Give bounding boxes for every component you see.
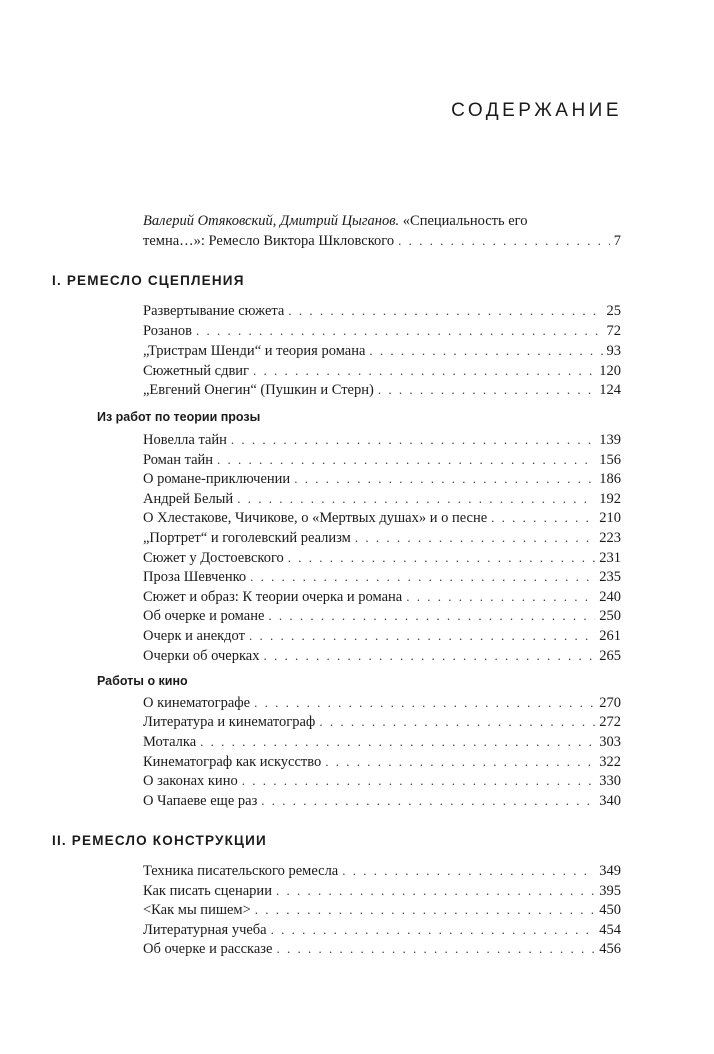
intro-authors: Валерий Отяковский, Дмитрий Цыганов.: [143, 213, 400, 229]
leader-dots: [491, 508, 595, 528]
entry-title: Кинематограф как искусство: [143, 754, 322, 770]
entry-page: 124: [599, 382, 621, 398]
leader-dots: [231, 430, 595, 450]
toc-row: [143, 508, 621, 528]
toc-row: [143, 567, 621, 587]
leader-dots: [378, 380, 595, 400]
entry-title: О Хлестакове, Чичикове, о «Мертвых душах» и о песне: [143, 510, 488, 526]
entry-title: Новелла тайн: [143, 432, 227, 448]
toc-row: [143, 771, 621, 791]
entry-page: 120: [599, 363, 621, 379]
intro-title-start: «Специальность его: [399, 213, 528, 229]
toc-row: [143, 606, 621, 626]
toc-row: [143, 430, 621, 450]
entry-page: 240: [599, 589, 621, 605]
entry-page: 156: [599, 452, 621, 468]
leader-dots: [242, 771, 596, 791]
leader-dots: [276, 939, 595, 959]
intro-page: 7: [613, 233, 621, 249]
intro-entry: [143, 211, 621, 231]
entry-title: Как писать сценарии: [143, 883, 272, 899]
leader-dots: [250, 567, 595, 587]
entry-title: Техника писательского ремесла: [143, 863, 339, 879]
leader-dots: [253, 361, 595, 381]
entry-title: О кинематографе: [143, 695, 251, 711]
intro-title-end: темна…»: Ремесло Виктора Шкловского: [143, 233, 395, 249]
leader-dots: [255, 900, 595, 920]
entry-page: 456: [599, 941, 621, 957]
leader-dots: [294, 469, 595, 489]
leader-dots: [406, 587, 595, 607]
leader-dots: [276, 881, 595, 901]
toc-row: [143, 861, 621, 881]
toc-row: [143, 881, 621, 901]
toc-row: [143, 900, 621, 920]
intro-line-1: [143, 211, 621, 231]
leader-dots: [237, 489, 595, 509]
toc-row: [143, 380, 621, 400]
intro-row: [143, 231, 621, 251]
leader-dots: [355, 528, 595, 548]
page-title: СОДЕРЖАНИЕ: [451, 100, 622, 121]
leader-dots: [319, 712, 595, 732]
leader-dots: [196, 321, 603, 341]
leader-dots: [398, 231, 610, 251]
entry-title: „Тристрам Шенди“ и теория романа: [143, 343, 366, 359]
entry-title: „Портрет“ и гоголевский реализм: [143, 530, 351, 546]
entry-page: 72: [606, 323, 621, 339]
entry-title: Литературная учеба: [143, 922, 267, 938]
entry-title: Литература и кинематограф: [143, 714, 316, 730]
leader-dots: [369, 341, 602, 361]
leader-dots: [288, 301, 602, 321]
leader-dots: [217, 450, 595, 470]
toc-row: [143, 791, 621, 811]
entry-page: 192: [599, 491, 621, 507]
leader-dots: [342, 861, 595, 881]
entry-page: 250: [599, 608, 621, 624]
entry-title: Моталка: [143, 734, 197, 750]
entry-title: Очерки об очерках: [143, 648, 260, 664]
entry-title: Сюжетный сдвиг: [143, 363, 249, 379]
entry-title: Проза Шевченко: [143, 569, 247, 585]
entry-title: О романе-приключении: [143, 471, 291, 487]
toc-row: [143, 301, 621, 321]
entry-title: Об очерке и рассказе: [143, 941, 273, 957]
entry-title: Сюжет и образ: К теории очерка и романа: [143, 589, 403, 605]
toc-row: [143, 752, 621, 772]
entry-page: 261: [599, 628, 621, 644]
entry-page: 139: [599, 432, 621, 448]
entry-title: „Евгений Онегин“ (Пушкин и Стерн): [143, 382, 374, 398]
entry-page: 186: [599, 471, 621, 487]
toc-row: [143, 939, 621, 959]
entry-page: 340: [599, 793, 621, 809]
entry-page: 322: [599, 754, 621, 770]
toc-row: [143, 587, 621, 607]
entry-title: Очерк и анекдот: [143, 628, 245, 644]
leader-dots: [200, 732, 595, 752]
leader-dots: [268, 606, 595, 626]
entry-page: 450: [599, 902, 621, 918]
entry-page: 270: [599, 695, 621, 711]
entry-title: <Как мы пишем>: [143, 902, 251, 918]
entry-title: О законах кино: [143, 773, 238, 789]
toc-row: [143, 361, 621, 381]
entry-title: Об очерке и романе: [143, 608, 265, 624]
leader-dots: [325, 752, 595, 772]
entry-page: 272: [599, 714, 621, 730]
toc-row: [143, 626, 621, 646]
toc-row: [143, 712, 621, 732]
entry-title: Сюжет у Достоевского: [143, 550, 284, 566]
toc-row: [143, 321, 621, 341]
sub1-heading: Из работ по теории прозы: [97, 410, 261, 424]
entry-page: 223: [599, 530, 621, 546]
entry-page: 235: [599, 569, 621, 585]
entry-page: 454: [599, 922, 621, 938]
toc-row: [143, 341, 621, 361]
entry-page: 395: [599, 883, 621, 899]
leader-dots: [261, 791, 595, 811]
entry-page: 93: [606, 343, 621, 359]
leader-dots: [264, 646, 596, 666]
toc-row: [143, 450, 621, 470]
entry-page: 330: [599, 773, 621, 789]
leader-dots: [271, 920, 596, 940]
toc-row: [143, 732, 621, 752]
toc-row: [143, 489, 621, 509]
toc-row: [143, 646, 621, 666]
part1-heading: I. РЕМЕСЛО СЦЕПЛЕНИЯ: [52, 273, 245, 288]
leader-dots: [254, 693, 595, 713]
toc-row: [143, 548, 621, 568]
leader-dots: [288, 548, 595, 568]
entry-title: Развертывание сюжета: [143, 303, 285, 319]
part2-heading: II. РЕМЕСЛО КОНСТРУКЦИИ: [52, 833, 267, 848]
entry-title: О Чапаеве еще раз: [143, 793, 258, 809]
entry-title: Розанов: [143, 323, 192, 339]
toc-row: [143, 528, 621, 548]
entry-page: 265: [599, 648, 621, 664]
toc-row: [143, 920, 621, 940]
toc-row: [143, 469, 621, 489]
entry-page: 231: [599, 550, 621, 566]
leader-dots: [249, 626, 595, 646]
entry-page: 25: [606, 303, 621, 319]
entry-title: Андрей Белый: [143, 491, 234, 507]
sub2-heading: Работы о кино: [97, 674, 188, 688]
entry-title: Роман тайн: [143, 452, 214, 468]
entry-page: 349: [599, 863, 621, 879]
entry-page: 303: [599, 734, 621, 750]
toc-row: [143, 693, 621, 713]
entry-page: 210: [599, 510, 621, 526]
